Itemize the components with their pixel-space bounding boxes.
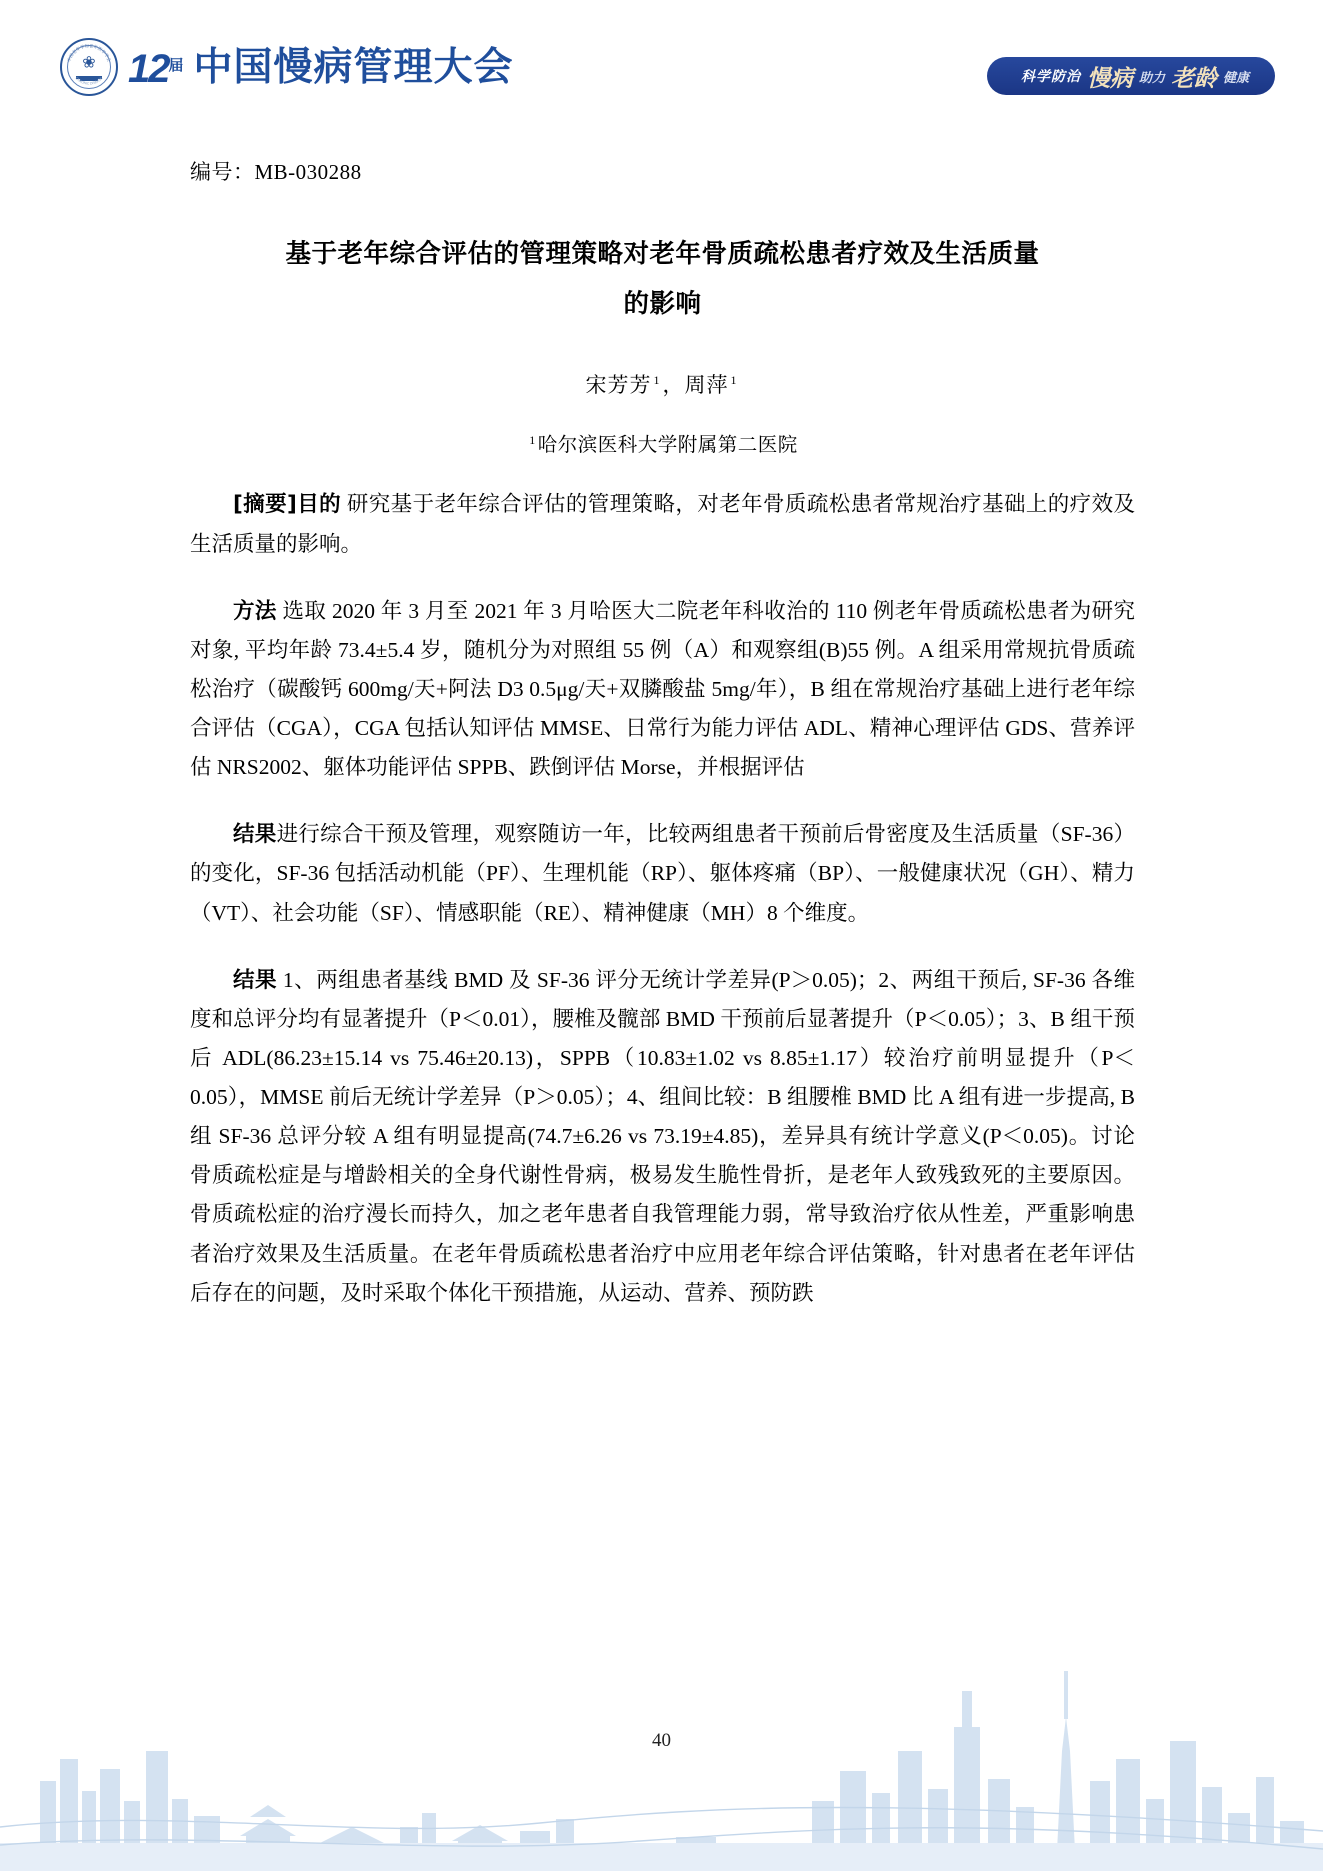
- abstract-objective-paragraph: [190, 485, 1135, 563]
- abstract-objective-text: 研究基于老年综合评估的管理策略，对老年骨质疏松患者常规治疗基础上的疗效及生活质量的影响。: [190, 492, 1135, 556]
- abstract-results1-label: 结果: [233, 822, 277, 848]
- conference-seal-icon: [60, 38, 118, 96]
- affiliation: [190, 429, 1135, 457]
- conference-logo: [60, 38, 514, 96]
- document-body: [190, 156, 1157, 1334]
- affiliation-marker: 1: [529, 432, 536, 447]
- page-header: [0, 0, 1323, 118]
- abstract-objective-label: [摘要]目的: [233, 492, 342, 518]
- slogan-part5: 健康: [1222, 69, 1249, 85]
- author-affiliation-marker-2: 1: [730, 373, 738, 388]
- edition-suffix: 届: [168, 57, 184, 74]
- svg-text:中国老年学和老年医学学会: 中国老年学和老年医学学会: [67, 44, 111, 63]
- page-number: 40: [652, 1730, 671, 1751]
- abstract-results-outcomes-paragraph: [190, 815, 1135, 932]
- page-title-line2: 的影响: [623, 288, 702, 319]
- flower-emblem-icon: ❀: [82, 54, 96, 72]
- author-name-2: 周萍: [684, 373, 729, 398]
- page-title: [223, 230, 1103, 329]
- abstract-results2-label: 结果: [233, 967, 278, 993]
- seal-arc-text: [62, 40, 116, 94]
- abstract-methods-label: 方法: [233, 598, 277, 624]
- author-affiliation-marker-1: 1: [653, 373, 661, 388]
- slogan-part1: 科学防治: [1020, 68, 1081, 84]
- slogan-part3: 助力: [1138, 69, 1165, 85]
- svg-text:CHRONIC DISEASE: CHRONIC DISEASE: [74, 76, 104, 86]
- affiliation-name: 哈尔滨医科大学附属第二医院: [537, 435, 798, 457]
- abstract-results1-text: 进行综合干预及管理，观察随访一年，比较两组患者干预前后骨密度及生活质量（SF-36）的变化，SF-36 包括活动机能（PF）、生理机能（RP）、躯体疼痛（BP）、一般健康状况（GH）、精力（VT）、社会功能（SF）、情感职能（RE）、精神健康（MH）8 个维度。: [190, 822, 1135, 925]
- author-separator: ，: [662, 373, 685, 398]
- document-number-label: 编号：: [190, 160, 255, 184]
- slogan-part4: 老龄: [1170, 64, 1217, 91]
- page-title-line1: 基于老年综合评估的管理策略对老年骨质疏松患者疗效及生活质量: [285, 239, 1040, 269]
- edition-number: [128, 49, 184, 89]
- document-number: [190, 156, 1135, 186]
- author-list: [190, 369, 1135, 399]
- abstract-results-statistics-paragraph: [190, 961, 1157, 1313]
- abstract-results2-text: 1、两组患者基线 BMD 及 SF-36 评分无统计学差异(P＞0.05)；2、两组干预后, SF-36 各维度和总评分均有显著提升（P＜0.01），腰椎及髋部 BMD 干预前后显著提升（P＜0.05）；3、B 组干预后 ADL(86.23±15.14 vs 75.46±20.13)，SPPB（10.83±1.02 vs 8.85±1.17）较治疗前明显提升（P＜0.05），MMSE 前后无统计学差异（P＞0.05）；4、组间比较：B 组腰椎 BMD 比 A 组有进一步提高, B 组 SF-36 总评分较 A 组有明显提高(74.7±6.26 vs 73.19±4.85)，差异具有统计学意义(P＜0.05)。讨论 骨质疏松症是与增龄相关的全身代谢性骨病，极易发生脆性骨折，是老年人致残致死的主要原因。骨质疏松症的治疗漫长而持久，加之老年患者自我管理能力弱，常导致治疗依从性差，严重影响患者治疗效果及生活质量。在老年骨质疏松患者治疗中应用老年综合评估策略，针对患者在老年评估后存在的问题，及时采取个体化干预措施，从运动、营养、预防跌: [190, 967, 1157, 1305]
- conference-title: 中国慢病管理大会: [193, 45, 514, 89]
- edition-number-value: 12: [128, 47, 169, 91]
- abstract-methods-text: 选取 2020 年 3 月至 2021 年 3 月哈医大二院老年科收治的 110 例老年骨质疏松患者为研究对象, 平均年龄 73.4±5.4 岁，随机分为对照组 55 例（A）和观察组(B)55 例。A 组采用常规抗骨质疏松治疗（碳酸钙 600mg/天+阿法 D3 0.5μg/天+双膦酸盐 5mg/年），B 组在常规治疗基础上进行老年综合评估（CGA），CGA 包括认知评估 MMSE、日常行为能力评估 ADL、精神心理评估 GDS、营养评估 NRS2002、躯体功能评估 SPPB、跌倒评估 Morse，并根据评估: [190, 598, 1135, 780]
- author-name-1: 宋芳芳: [585, 373, 652, 398]
- abstract-methods-paragraph: [190, 592, 1135, 788]
- slogan-banner: [987, 57, 1275, 95]
- slogan-part2: 慢病: [1086, 64, 1133, 91]
- document-number-value: MB-030288: [254, 160, 362, 184]
